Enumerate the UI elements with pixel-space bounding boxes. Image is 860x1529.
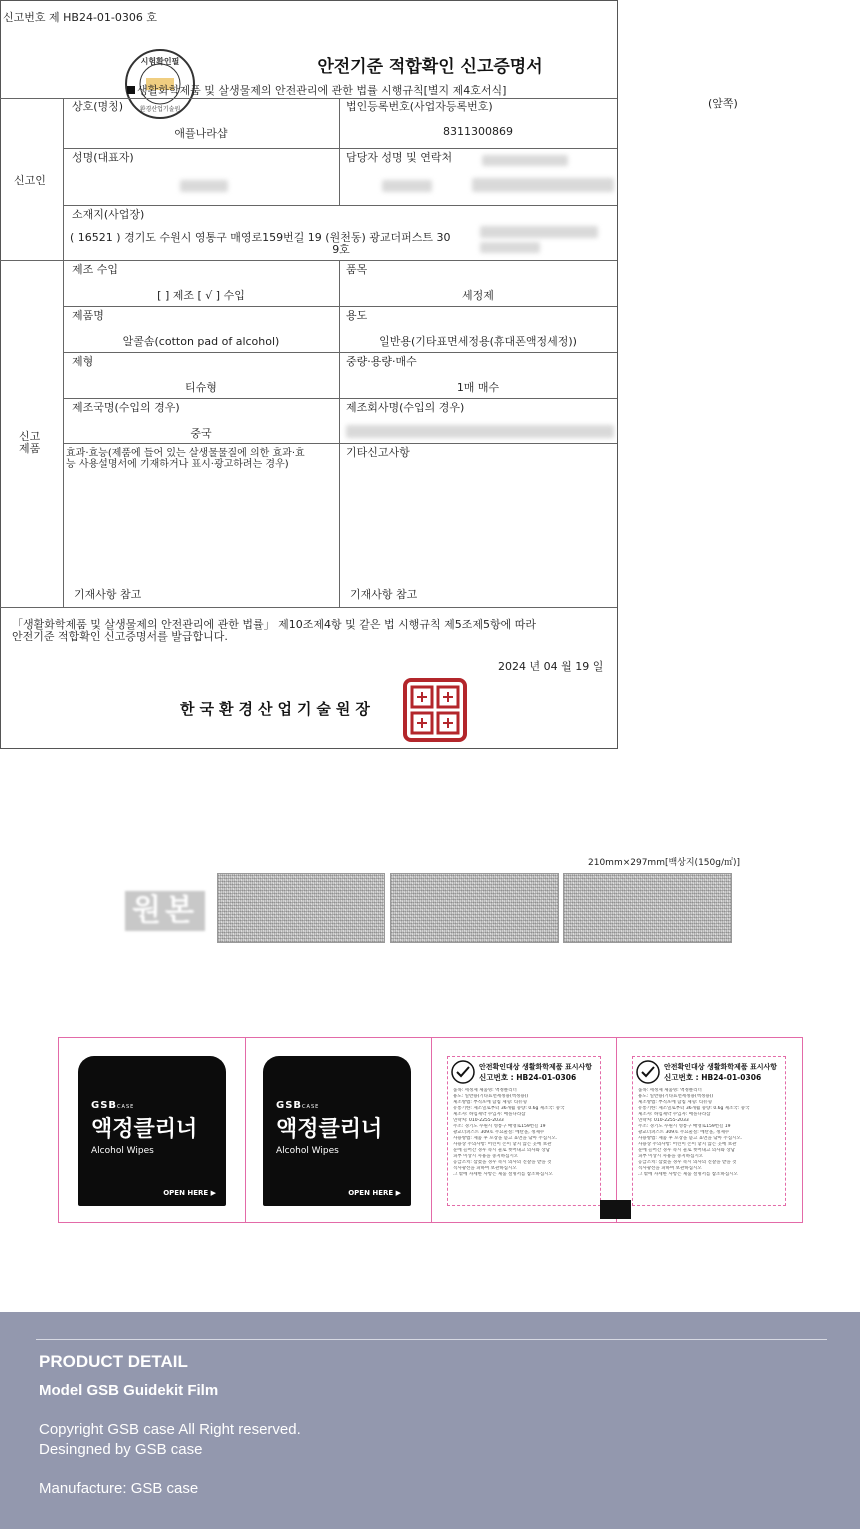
use-label: 용도 [346, 309, 368, 322]
security-pattern-1 [217, 873, 385, 943]
address-value-line1: ( 16521 ) 경기도 수원시 영통구 매영로159번길 19 (원천동) 광교더퍼스트 30 [70, 231, 451, 244]
report-number: 신고번호 제 HB24-01-0306 호 [3, 11, 157, 24]
redacted-address-1 [480, 226, 598, 238]
maker-label: 제조회사명(수입의 경우) [346, 401, 465, 414]
country-value: 중국 [190, 427, 212, 440]
label-title: 안전확인대상 생활화학제품 표시사항 [479, 1063, 593, 1071]
redacted-contact-2 [382, 180, 432, 192]
safety-confirm-logo-icon [636, 1060, 660, 1084]
label-lines: 품목: 세정제 제품명: 액정클리너 용도: 일반용(기타표면세정용(액정용)) 제조방법: 부직포에 함침 제형: 티슈형 유통기한: 제조일로부터 36개월 중량: 0.6g 제조국: 중국 제조사: 하임제약 수입자: 애플나라샵 연락처: 010-2255-2033 주소: 경기도 수원시 영통구 매영로159번길 19 광교더퍼스트 309호 주요물질: 에탄올, 정제수 사용방법: 제품 후 포장을 뜯고 표면을 닦아 주십시오. 사용상 주의사항: 어린이 손이 닿지 않는 곳에 보관 눈에 들어간 경우 즉시 물로 씻어내고 의사와 상담 피부 이상시 사용을 중지하십시오 응급조치: 삼켰을 경우 즉시 의사의 진찰을 받을 것 직사광선을 피하여 보관하십시오 그 밖에 자세한 사항은 제품 설명서를 참조하십시오 [638, 1088, 750, 1177]
efficacy-label-line2: 능 사용설명서에 기재하거나 표시·광고하려는 경우) [66, 459, 289, 470]
company-value: 애플나라샵 [174, 127, 228, 140]
issue-date: 2024 년 04 월 19 일 [498, 660, 604, 673]
country-label: 제조국명(수입의 경우) [72, 401, 180, 414]
other-label: 기타신고사항 [346, 446, 410, 459]
wipe-package-front-2 [263, 1056, 411, 1206]
label-info-panel-1 [447, 1056, 601, 1206]
statement-line2: 안전기준 적합확인 신고증명서를 발급합니다. [12, 630, 228, 643]
corp-reg-label: 법인등록번호(사업자등록번호) [346, 100, 493, 113]
representative-label: 성명(대표자) [72, 151, 134, 164]
open-here-text: OPEN HERE ▶ [163, 1189, 216, 1197]
brand-logo: GSBCASE [91, 1100, 135, 1111]
item-value: 세정제 [462, 289, 494, 302]
tear-tab [600, 1200, 631, 1219]
certificate-form [0, 0, 618, 749]
address-value-line2: 9호 [332, 243, 350, 256]
quantity-label: 중량·용량·매수 [346, 355, 417, 368]
redacted-address-2 [480, 242, 540, 253]
certificate-title: 안전기준 적합확인 신고증명서 [317, 57, 543, 77]
form-label: 제형 [72, 355, 94, 368]
statement-line1: 「생활화학제품 및 살생물제의 안전관리에 관한 법률」 제10조제4항 및 같은 법 시행규칙 제5조제5항에 따라 [12, 618, 536, 631]
label-number: 신고번호 : HB24-01-0306 [479, 1073, 577, 1082]
product-name: 액정클리너 [91, 1117, 198, 1142]
form-value: 티슈형 [185, 381, 217, 394]
product-section-label-1: 신고 [19, 430, 41, 443]
company-label: 상호(명칭) [72, 100, 124, 113]
bullet-square-icon [127, 86, 135, 94]
law-form-header-text: 생활화학제품 및 살생물제의 안전관리에 관한 법률 시행규칙[별지 제4호서식] [137, 84, 507, 97]
contact-label: 담당자 성명 및 연락처 [346, 151, 453, 164]
label-lines: 품목: 세정제 제품명: 액정클리너 용도: 일반용(기타표면세정용(액정용)) 제조방법: 부직포에 함침 제형: 티슈형 유통기한: 제조일로부터 36개월 중량: 0.6g 제조국: 중국 제조사: 하임제약 수입자: 애플나라샵 연락처: 010-2255-2033 주소: 경기도 수원시 영통구 매영로159번길 19 광교더퍼스트 309호 주요물질: 에탄올, 정제수 사용방법: 제품 후 포장을 뜯고 표면을 닦아 주십시오. 사용상 주의사항: 어린이 손이 닿지 않는 곳에 보관 눈에 들어간 경우 즉시 물로 씻어내고 의사와 상담 피부 이상시 사용을 중지하십시오 응급조치: 삼켰을 경우 즉시 의사의 진찰을 받을 것 직사광선을 피하여 보관하십시오 그 밖에 자세한 사항은 제품 설명서를 참조하십시오 [453, 1088, 565, 1177]
manufacture-label: 제조 수입 [72, 263, 119, 276]
wipe-package-front-1 [78, 1056, 226, 1206]
footer-heading: PRODUCT DETAIL [39, 1352, 188, 1371]
product-name-value: 알콜솜(cotton pad of alcohol) [122, 335, 280, 348]
redacted-maker [346, 425, 614, 438]
official-seal-icon [403, 678, 467, 742]
safety-confirm-logo-icon [451, 1060, 475, 1084]
footer-designed: Desingned by GSB case [39, 1441, 203, 1458]
label-title: 안전확인대상 생활화학제품 표시사항 [664, 1063, 778, 1071]
redacted-contact-1 [482, 155, 568, 166]
security-pattern-2 [390, 873, 559, 943]
stamp-text: 시험확인필 [140, 57, 180, 66]
brand-logo: GSBCASE [276, 1100, 320, 1111]
product-sub: Alcohol Wipes [91, 1146, 154, 1156]
original-mark: 원본 [125, 891, 205, 931]
manufacture-value: [ ] 제조 [ √ ] 수입 [157, 289, 245, 302]
label-number: 신고번호 : HB24-01-0306 [664, 1073, 762, 1082]
redacted-representative [180, 180, 228, 192]
product-section-label-2: 제품 [19, 442, 41, 455]
note-right: 기재사항 참고 [350, 588, 418, 601]
security-pattern-3 [563, 873, 732, 943]
stamp-bottom-text: 환경산업기술원 [139, 106, 181, 113]
use-value: 일반용(기타표면세정용(휴대폰액정세정)) [379, 335, 577, 348]
issuing-authority: 한국환경산업기술원장 [180, 700, 375, 718]
product-name-label: 제품명 [72, 309, 104, 322]
open-here-text: OPEN HERE ▶ [348, 1189, 401, 1197]
paper-spec: 210mm×297mm[백상지(150g/㎡)] [588, 858, 741, 868]
note-left: 기재사항 참고 [74, 588, 142, 601]
efficacy-label-line1: 효과·효능(제품에 들어 있는 살생물물질에 의한 효과·효 [66, 448, 305, 459]
label-info-panel-2 [632, 1056, 786, 1206]
footer-copyright: Copyright GSB case All Right reserved. [39, 1421, 301, 1438]
address-label: 소재지(사업장) [72, 208, 145, 221]
footer-model: Model GSB Guidekit Film [39, 1382, 219, 1399]
front-side-label: (앞쪽) [708, 97, 738, 110]
quantity-value: 1매 매수 [456, 381, 500, 394]
product-name: 액정클리너 [276, 1117, 383, 1142]
law-form-header [127, 82, 506, 98]
footer [0, 1312, 860, 1529]
redacted-contact-3 [472, 178, 614, 192]
product-label-strip [58, 1037, 803, 1223]
reporter-section-label: 신고인 [14, 174, 46, 187]
product-sub: Alcohol Wipes [276, 1146, 339, 1156]
footer-manufacture: Manufacture: GSB case [39, 1480, 199, 1497]
corp-reg-value: 8311300869 [443, 125, 513, 138]
item-label: 품목 [346, 263, 368, 276]
